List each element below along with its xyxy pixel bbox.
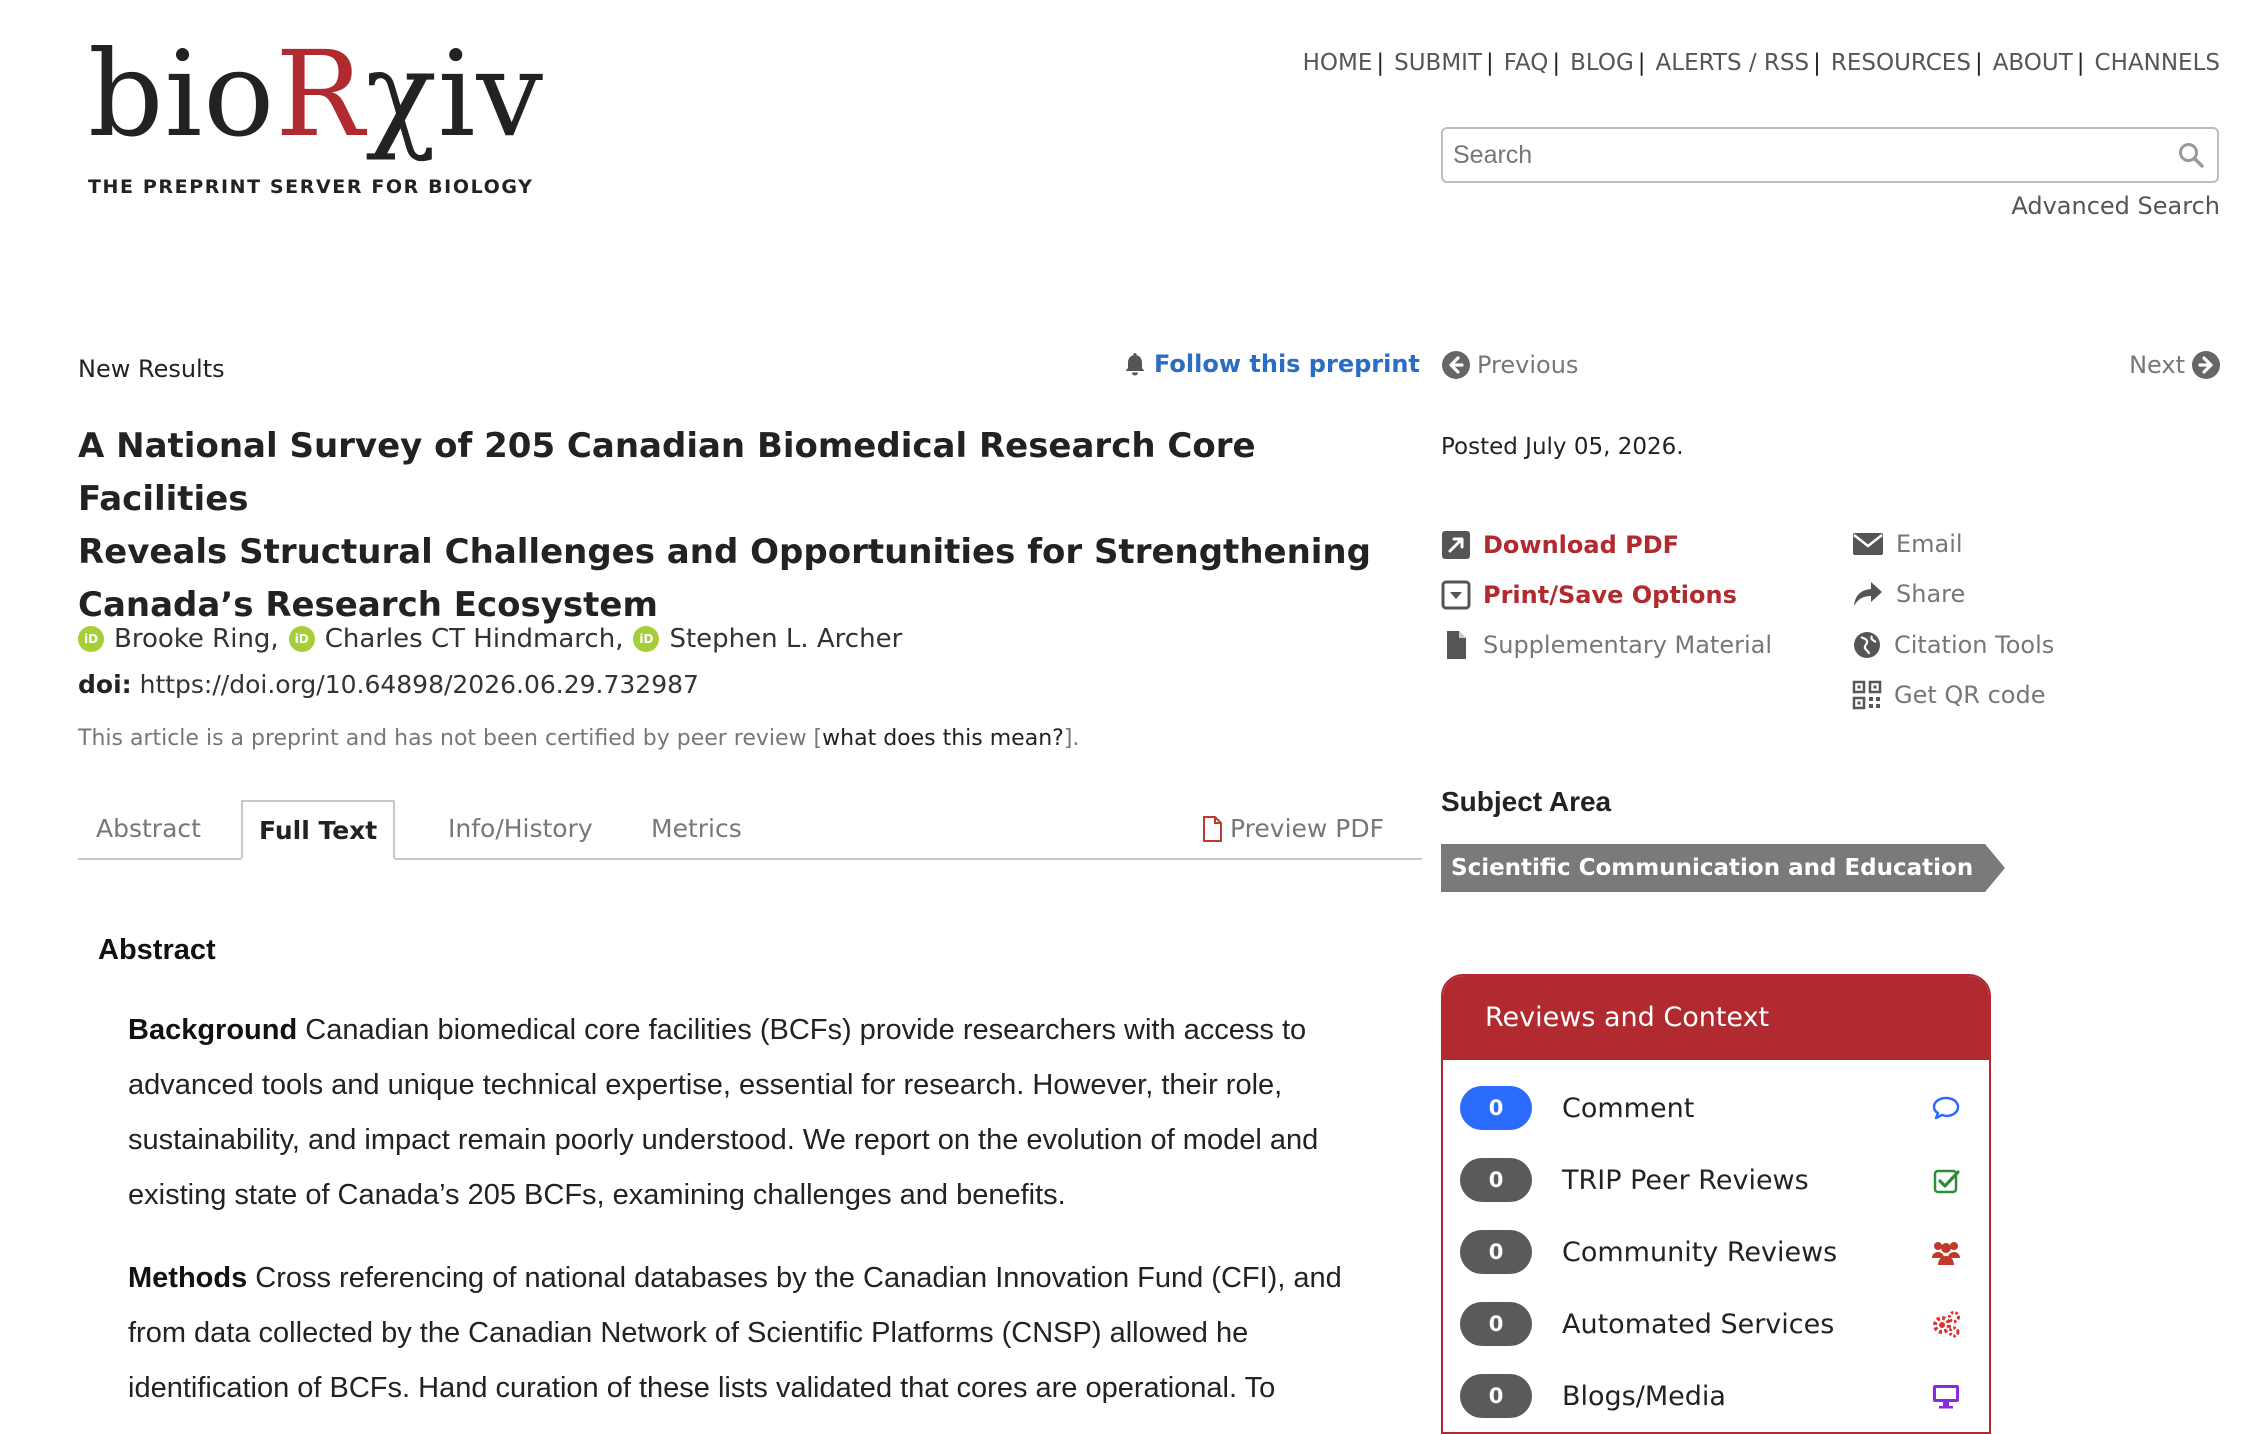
automated-count-badge: 0 [1460, 1302, 1532, 1346]
gears-icon [1931, 1310, 1961, 1338]
article-title [78, 420, 1378, 632]
author-link[interactable]: Charles CT Hindmarch, [324, 624, 624, 654]
speech-bubble-icon [1931, 1095, 1961, 1121]
nav-separator: | [1813, 50, 1821, 76]
globe-icon [1852, 630, 1882, 660]
logo-wordmark: bioRχiv [88, 25, 545, 163]
orcid-icon[interactable]: iD [78, 626, 104, 652]
download-pdf-link[interactable]: Download PDF [1441, 530, 1679, 560]
title-line: Canada’s Research Ecosystem [78, 585, 658, 625]
nav-home[interactable]: HOME [1302, 50, 1373, 76]
orcid-icon[interactable]: iD [289, 626, 315, 652]
reviews-and-context-panel [1441, 974, 1991, 1434]
review-row-community[interactable] [1443, 1216, 1989, 1288]
advanced-search-link[interactable]: Advanced Search [2011, 192, 2220, 220]
nav-separator: | [1486, 50, 1494, 76]
qr-code-link[interactable]: Get QR code [1852, 680, 2045, 710]
title-line: Reveals Structural Challenges and Opportunities for Strengthening [78, 532, 1371, 572]
peer-review-notice: This article is a preprint and has not been certified by peer review [what does this mean?]. [78, 726, 1080, 751]
top-nav [1303, 50, 2220, 76]
nav-faq[interactable]: FAQ [1503, 50, 1549, 76]
search-icon[interactable] [2177, 141, 2205, 174]
doi-link[interactable]: https://doi.org/10.64898/2026.06.29.732987 [139, 670, 699, 699]
article-actions [1441, 530, 2221, 730]
nav-submit[interactable]: SUBMIT [1394, 50, 1482, 76]
envelope-icon [1852, 531, 1884, 557]
nav-channels[interactable]: CHANNELS [2094, 50, 2220, 76]
abstract-methods: Methods Cross referencing of national databases by the Canadian Innovation Fund (CFI), and from data collected by the Canadian Network of Scientific Platforms (CNSP) allowed he identification of BCFs. Hand curation of these lists validated that cores are operational. To [128, 1262, 1342, 1404]
tag-arrow [1985, 844, 2005, 892]
next-link[interactable]: Next [2129, 350, 2221, 380]
nav-blog[interactable]: BLOG [1570, 50, 1634, 76]
methods-label: Methods [128, 1262, 248, 1294]
subject-area-heading: Subject Area [1441, 786, 1612, 817]
pdf-file-icon [1202, 816, 1222, 842]
checkbox-icon [1933, 1166, 1961, 1194]
author-link[interactable]: Stephen L. Archer [669, 624, 903, 654]
abstract-heading: Abstract [98, 934, 216, 966]
nav-alerts-rss[interactable]: ALERTS / RSS [1655, 50, 1810, 76]
follow-label: Follow this preprint [1154, 350, 1420, 378]
arrow-right-circle-icon [2191, 350, 2221, 380]
qr-code-icon [1852, 680, 1882, 710]
external-link-icon [1441, 530, 1471, 560]
tab-abstract[interactable]: Abstract [96, 814, 201, 843]
nav-separator: | [1552, 50, 1561, 76]
follow-preprint-button[interactable] [1124, 350, 1420, 378]
background-label: Background [128, 1014, 298, 1046]
abstract-background: Background Canadian biomedical core facilities (BCFs) provide researchers with access to advanced tools and unique technical expertise, essential for research. However, their role, sustainability, and impact remain poorly understood. We report on the evolution of model and existing state of Canada’s 205 BCFs, examining challenges and benefits. [128, 1014, 1319, 1211]
community-count-badge: 0 [1460, 1230, 1532, 1274]
article-category: New Results [78, 355, 225, 383]
review-row-automated[interactable] [1443, 1288, 1989, 1360]
nav-resources[interactable]: RESOURCES [1830, 50, 1971, 76]
article-tabs [78, 800, 1422, 860]
review-row-blogs[interactable] [1443, 1360, 1989, 1432]
reviews-heading: Reviews and Context [1443, 976, 1989, 1060]
previous-link[interactable]: Previous [1441, 350, 1578, 380]
tab-full-text[interactable]: Full Text [241, 800, 395, 860]
logo-tagline: THE PREPRINT SERVER FOR BIOLOGY [88, 176, 534, 198]
review-label: Automated Services [1562, 1308, 1835, 1340]
nav-separator: | [2076, 50, 2085, 76]
search-box [1441, 127, 2219, 183]
preview-pdf-link[interactable]: Preview PDF [1202, 800, 1384, 858]
review-label: TRIP Peer Reviews [1562, 1164, 1809, 1196]
review-row-comment[interactable] [1443, 1072, 1989, 1144]
citation-tools-link[interactable]: Citation Tools [1852, 630, 2054, 660]
nav-about[interactable]: ABOUT [1992, 50, 2073, 76]
review-label: Community Reviews [1562, 1236, 1838, 1268]
supplementary-material-link[interactable]: Supplementary Material [1441, 630, 1772, 660]
title-line: A National Survey of 205 Canadian Biomedical Research Core Facilities [78, 426, 1256, 519]
nav-separator: | [1974, 50, 1983, 76]
share-arrow-icon [1852, 580, 1884, 608]
email-link[interactable]: Email [1852, 530, 1963, 558]
users-group-icon [1931, 1238, 1961, 1266]
dropdown-box-icon [1441, 580, 1471, 610]
review-row-trip[interactable] [1443, 1144, 1989, 1216]
search-input[interactable] [1443, 129, 2155, 181]
nav-separator: | [1637, 50, 1646, 76]
review-label: Blogs/Media [1562, 1380, 1726, 1412]
biorxiv-logo[interactable] [88, 25, 545, 204]
comment-count-badge: 0 [1460, 1086, 1532, 1130]
share-link[interactable]: Share [1852, 580, 1965, 608]
trip-count-badge: 0 [1460, 1158, 1532, 1202]
blogs-count-badge: 0 [1460, 1374, 1532, 1418]
doi-label: doi: [78, 670, 132, 699]
posted-date: Posted July 05, 2026. [1441, 434, 1684, 460]
monitor-icon [1931, 1382, 1961, 1410]
print-save-options-link[interactable]: Print/Save Options [1441, 580, 1737, 610]
bell-icon [1124, 352, 1146, 376]
file-icon [1441, 630, 1471, 660]
subject-tag-label: Scientific Communication and Education [1441, 844, 1985, 892]
nav-separator: | [1376, 50, 1385, 76]
what-does-this-mean-link[interactable]: what does this mean? [822, 726, 1064, 751]
tab-metrics[interactable]: Metrics [651, 814, 742, 843]
review-label: Comment [1562, 1092, 1695, 1124]
author-link[interactable]: Brooke Ring, [114, 624, 279, 654]
orcid-icon[interactable]: iD [633, 626, 659, 652]
subject-tag[interactable] [1441, 844, 2005, 892]
tab-info-history[interactable]: Info/History [448, 814, 593, 843]
doi-line [78, 670, 699, 699]
author-list [78, 624, 912, 654]
arrow-left-circle-icon [1441, 350, 1471, 380]
